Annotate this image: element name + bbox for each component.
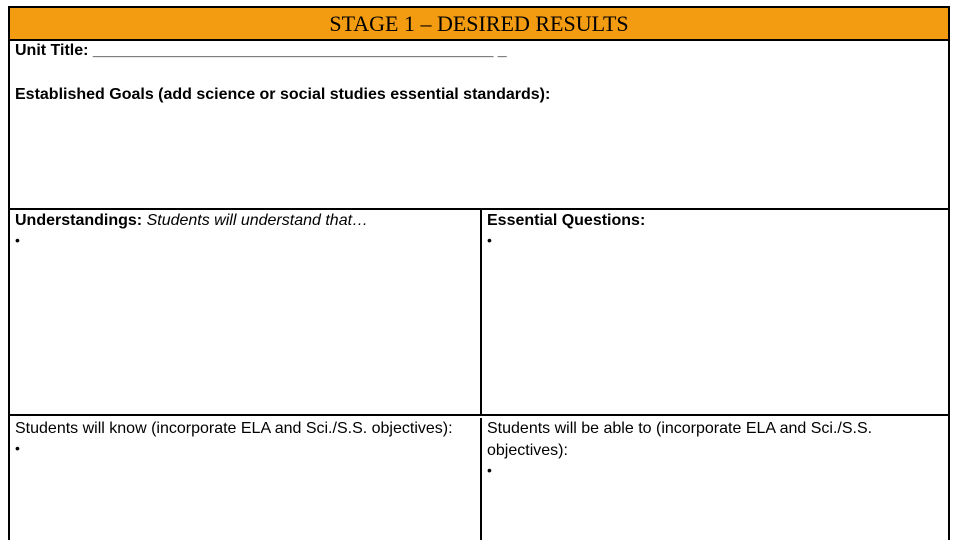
students-able-label: Students will be able to (incorporate ELA and Sci./S.S. objectives): [487,420,873,459]
students-able-bullet: • [487,462,492,478]
understandings-heading [15,210,475,232]
understandings-cell [10,210,480,416]
essential-questions-bullet: • [487,232,492,248]
established-goals-label: Established Goals (add science or social studies essential standards): [15,86,551,103]
page-title: STAGE 1 – DESIRED RESULTS [10,8,948,41]
essential-questions-label: Essential Questions: [487,212,646,229]
understandings-prompt: Students will understand that… [142,212,369,229]
students-know-cell [10,418,480,540]
understandings-label: Understandings: [15,212,143,229]
unit-title-field: Unit Title: _____________________________________________ _ [15,42,507,59]
goals-section [10,41,948,210]
students-able-cell [480,418,948,540]
students-know-bullet: • [15,440,20,456]
desired-results-table [8,6,950,540]
essential-questions-cell [480,210,948,416]
understandings-bullet: • [15,232,20,248]
students-know-label: Students will know (incorporate ELA and Sci./S.S. objectives): [15,420,453,437]
